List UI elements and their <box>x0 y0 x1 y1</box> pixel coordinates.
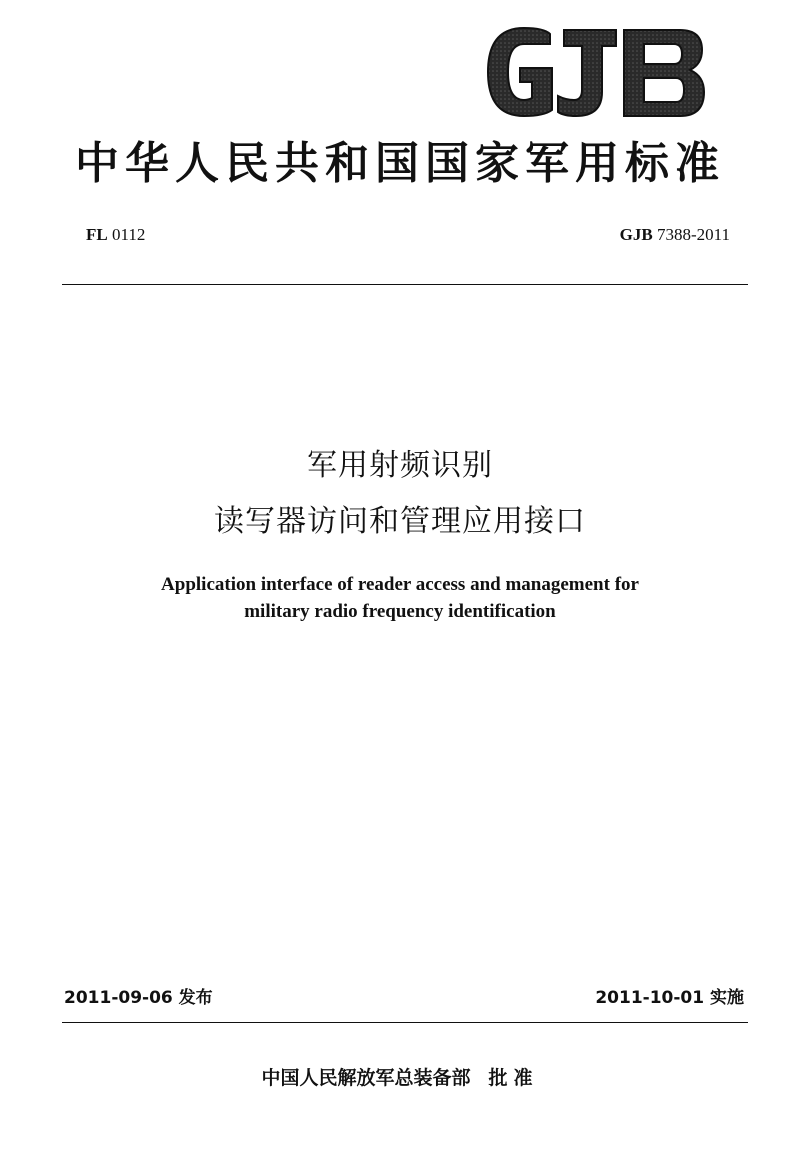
issue-date-value: 2011-09-06 <box>64 988 173 1008</box>
classification-number: 0112 <box>111 225 146 244</box>
approve-label: 批准 <box>488 1067 539 1089</box>
chinese-title-line-2: 读写器访问和管理应用接口 <box>214 504 586 539</box>
approval-line <box>0 1065 800 1091</box>
implementation-date-label: 实施 <box>710 988 744 1008</box>
issue-date-label: 发布 <box>178 988 213 1008</box>
approving-authority: 中国人民解放军总装备部 <box>261 1067 471 1089</box>
standard-number <box>620 224 730 246</box>
issuing-body-title: 中华人民共和国国家军用标准 <box>75 138 725 189</box>
gjb-logo-mark <box>484 26 708 118</box>
gjb-logo <box>484 26 708 118</box>
standard-prefix: GJB <box>619 225 653 244</box>
standard-number-value: 7388-2011 <box>656 225 730 244</box>
footer-divider <box>62 1022 748 1023</box>
chinese-title-line-1: 军用射频识别 <box>307 448 493 483</box>
header-divider <box>62 284 748 285</box>
classification-prefix: FL <box>86 225 108 244</box>
english-title-line-1: Application interface of reader access and management for <box>161 574 639 595</box>
classification-code <box>86 224 145 246</box>
implementation-date-value: 2011-10-01 <box>595 988 705 1008</box>
english-title-line-2: military radio frequency identification <box>244 601 556 622</box>
issue-date <box>64 987 213 1009</box>
implementation-date <box>595 987 744 1009</box>
